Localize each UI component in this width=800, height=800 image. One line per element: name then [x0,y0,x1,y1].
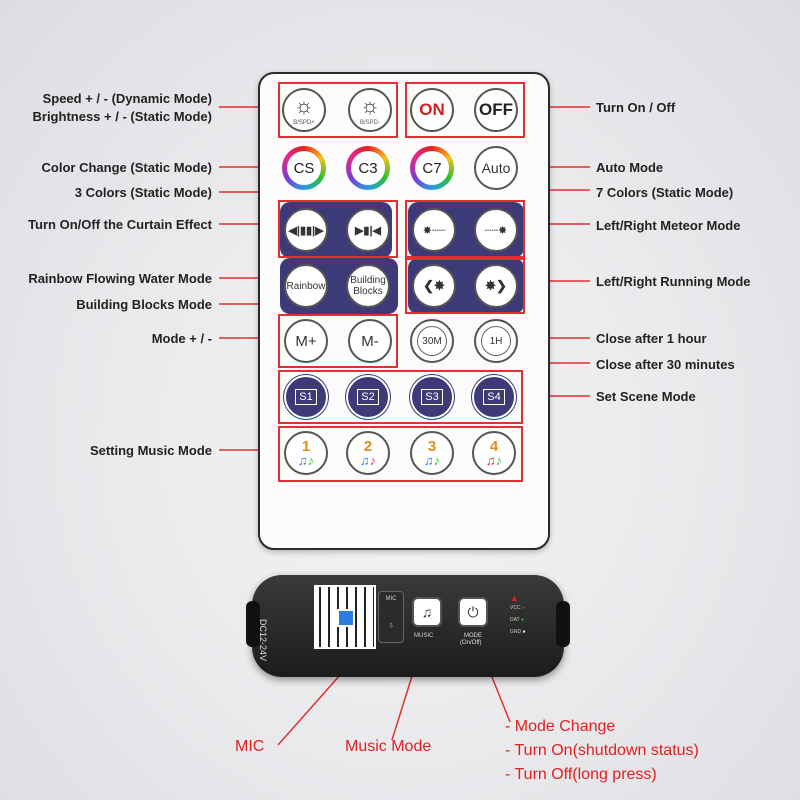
rainbow-button[interactable]: Rainbow [284,264,328,308]
scene-2-button[interactable] [346,375,390,419]
meteor-right-icon: ┄┄✸ [484,224,508,237]
speed-plus-label: B/SPD+ [293,120,315,126]
qr-code [314,585,376,649]
power-indicator-icon: ▲ [510,593,519,603]
label-building: Building Blocks Mode [76,297,212,312]
house-icon: S1 [295,389,316,405]
music-3-label: 3 [427,437,437,455]
label-speed: Speed + / - (Dynamic Mode) [42,91,212,106]
qr-logo-icon [337,609,355,627]
cs-button[interactable]: CS [282,146,326,190]
remote-control [258,72,550,550]
music-3-button[interactable] [410,431,454,475]
music-button[interactable] [412,597,442,627]
bottom-mode-change-label: - Mode Change [505,718,616,735]
timer-30m-label: 30M [422,335,442,347]
bottom-turn-off-label: - Turn Off(long press) [505,766,657,783]
timer-30m-button[interactable] [410,319,454,363]
music-2-button[interactable] [346,431,390,475]
label-running: Left/Right Running Mode [596,274,751,289]
house-icon: S2 [357,389,378,405]
building-blocks-button[interactable] [346,264,390,308]
speed-minus-button[interactable] [348,88,392,132]
bottom-music-mode-label: Music Mode [345,738,432,755]
running-right-button[interactable] [474,264,518,308]
controller-device [252,575,564,677]
c7-button[interactable]: C7 [410,146,454,190]
pin-vcc: VCC ● [510,605,525,611]
running-left-button[interactable] [412,264,456,308]
voltage-label: DC12-24V [258,619,268,662]
curtain-close-button[interactable] [346,208,390,252]
running-left-icon: ❮✸ [423,278,445,293]
label-music-mode: Setting Music Mode [89,443,212,458]
label-brightness: Brightness + / - (Static Mode) [32,109,212,124]
label-turn-on-off: Turn On / Off [596,100,676,115]
scene-1-button[interactable] [284,375,328,419]
sun-minus-icon: ☼ [359,93,381,118]
curtain-close-icon: ▶▮|◀ [354,224,382,237]
label-auto-mode: Auto Mode [596,160,664,175]
meteor-left-icon: ✸┄┄ [422,224,446,237]
pin-dat: DAT ● [510,617,524,623]
meteor-left-button[interactable] [412,208,456,252]
label-meteor: Left/Right Meteor Mode [596,218,741,233]
music-1-label: 1 [301,437,311,455]
house-icon: S3 [421,389,442,405]
music-2-label: 2 [363,437,373,455]
music-button-label: MUSIC [414,633,434,639]
music-1-button[interactable] [284,431,328,475]
right-connector [556,601,570,647]
auto-button[interactable]: Auto [474,146,518,190]
music-4-button[interactable] [472,431,516,475]
label-mode-plus-minus: Mode + / - [151,331,212,346]
mode-button[interactable] [458,597,488,627]
curtain-open-button[interactable] [284,208,328,252]
music-notes-icon: ♫♪ [359,452,377,468]
power-icon: ⏻ [467,603,479,620]
label-close-30m: Close after 30 minutes [596,357,735,372]
on-button[interactable]: ON [410,88,454,132]
mic-label: MIC [385,596,397,602]
music-4-label: 4 [489,437,499,455]
label-curtain: Turn On/Off the Curtain Effect [28,217,212,232]
timer-1h-label: 1H [489,335,503,347]
scene-3-button[interactable] [410,375,454,419]
label-rainbow: Rainbow Flowing Water Mode [28,271,212,286]
music-note-icon: ♫ [421,604,433,620]
label-close-1h: Close after 1 hour [596,331,707,346]
speed-plus-button[interactable] [282,88,326,132]
building-label-2: Blocks [353,286,383,297]
mode-button-label-1: MODE [464,633,482,639]
timer-1h-button[interactable] [474,319,518,363]
pin-gnd: GND ● [510,629,526,635]
mode-button-label-2: (On/Off) [460,640,482,646]
music-notes-icon: ♫♪ [297,452,315,468]
label-7-colors: 7 Colors (Static Mode) [596,185,734,200]
music-notes-icon: ♫♪ [485,452,503,468]
speed-minus-label: B/SPD- [359,120,380,126]
mode-minus-button[interactable]: M- [348,319,392,363]
off-button[interactable]: OFF [474,88,518,132]
timer-1h-ring [481,326,511,356]
running-right-icon: ✸❯ [485,278,507,293]
sun-plus-icon: ☼ [293,93,315,118]
label-color-change: Color Change (Static Mode) [41,160,212,175]
mode-plus-button[interactable]: M+ [284,319,328,363]
mic-module [378,591,404,643]
house-icon: S4 [483,389,504,405]
mic-icon: ♁ [387,620,395,631]
scene-4-button[interactable] [472,375,516,419]
c3-button[interactable]: C3 [346,146,390,190]
timer-30m-ring [417,326,447,356]
bottom-turn-on-label: - Turn On(shutdown status) [505,742,699,759]
meteor-right-button[interactable] [474,208,518,252]
label-scene: Set Scene Mode [596,389,696,404]
bottom-mic-label: MIC [235,738,265,755]
music-notes-icon: ♫♪ [423,452,441,468]
curtain-open-icon: ◀|▮▮|▶ [288,224,324,237]
building-label-1: Building [350,275,386,286]
label-3-colors: 3 Colors (Static Mode) [74,185,212,200]
